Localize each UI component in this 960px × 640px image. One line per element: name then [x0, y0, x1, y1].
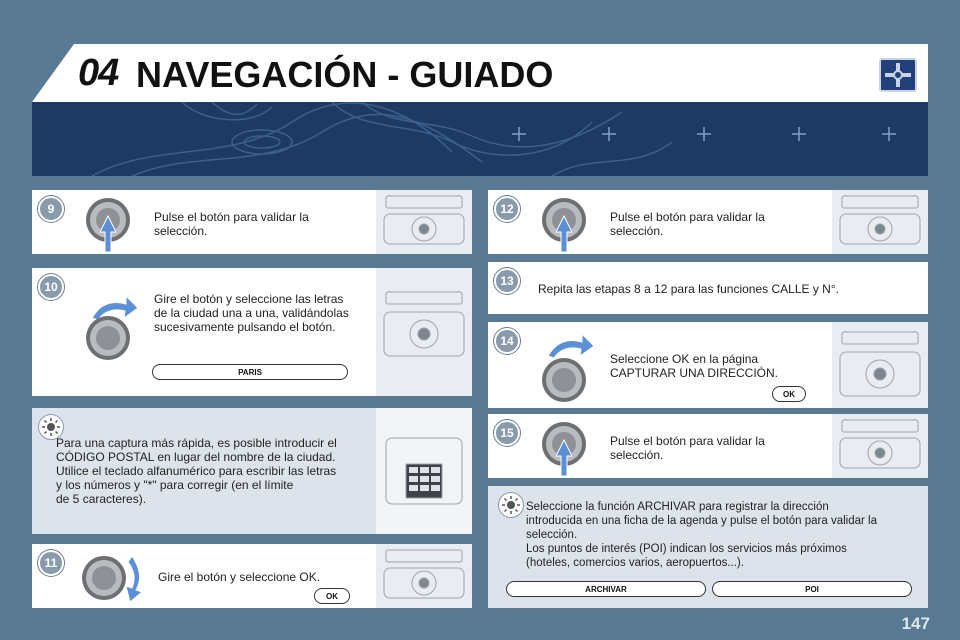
page-number: 147	[901, 614, 930, 633]
step-text: Repita las etapas 8 a 12 para las funciones CALLE y N°.	[538, 282, 839, 296]
console-illustration	[376, 268, 472, 396]
knob-press-icon	[538, 418, 592, 478]
navigation-cross-icon	[879, 58, 917, 92]
paris-button[interactable]: PARIS	[152, 364, 348, 380]
step-text: Pulse el botón para validar la selección.	[154, 210, 309, 238]
knob-rotate-icon	[82, 290, 142, 362]
knob-press-icon	[538, 196, 592, 254]
step-text: Seleccione OK en la página CAPTURAR UNA DIRECCIÓN.	[610, 352, 779, 380]
tip-panel-2	[488, 486, 928, 608]
step-13-panel	[488, 262, 928, 314]
step-text: Gire el botón y seleccione las letras de la ciudad una a una, validándolas sucesivamente pulsando el botón.	[154, 292, 349, 334]
step-text: Pulse el botón para validar la selección.	[610, 210, 765, 238]
archivar-button[interactable]: ARCHIVAR	[506, 581, 706, 597]
console-illustration	[832, 190, 928, 254]
step-badge: 11	[38, 550, 64, 576]
page-header	[32, 44, 928, 176]
step-text: Pulse el botón para validar la selección.	[610, 434, 765, 462]
knob-press-icon	[82, 196, 136, 254]
chapter-number: 04	[78, 52, 119, 94]
poi-button[interactable]: POI	[712, 581, 912, 597]
step-14-panel	[488, 322, 928, 408]
console-illustration	[376, 544, 472, 608]
step-badge: 15	[494, 420, 520, 446]
header-map-band	[32, 102, 928, 176]
step-11-panel	[32, 544, 472, 608]
knob-rotate-icon	[78, 550, 152, 606]
tip-text: Para una captura más rápida, es posible introducir el CÓDIGO POSTAL en lugar del nombre de la ciudad. Utilice el teclado alfanumérico para escribir las letras y los números y "*" para corregir (en el límite de 5 caracteres).	[56, 436, 337, 506]
tip-lightbulb-icon	[498, 492, 524, 518]
step-10-panel	[32, 268, 472, 396]
ok-button[interactable]: OK	[314, 588, 350, 604]
step-badge: 9	[38, 196, 64, 222]
knob-rotate-icon	[538, 326, 598, 406]
ok-button[interactable]: OK	[772, 386, 806, 402]
tip-text: Seleccione la función ARCHIVAR para registrar la dirección introducida en una ficha de la agenda y pulse el botón para validar la selección. Los puntos de interés (POI) indican los servicios más próximos (hoteles, comercios varios, aeropuertos...).	[526, 501, 877, 569]
keypad-illustration	[376, 408, 472, 534]
console-illustration	[832, 414, 928, 478]
step-15-panel	[488, 414, 928, 478]
console-illustration	[376, 190, 472, 254]
step-badge: 12	[494, 196, 520, 222]
step-badge: 13	[494, 268, 520, 294]
step-9-panel	[32, 190, 472, 254]
page-title: NAVEGACIÓN - GUIADO	[136, 54, 554, 95]
step-12-panel	[488, 190, 928, 254]
step-badge: 14	[494, 328, 520, 354]
step-badge: 10	[38, 274, 64, 300]
tip-panel-1	[32, 408, 472, 534]
console-illustration	[832, 322, 928, 408]
step-text: Gire el botón y seleccione OK.	[158, 570, 321, 584]
